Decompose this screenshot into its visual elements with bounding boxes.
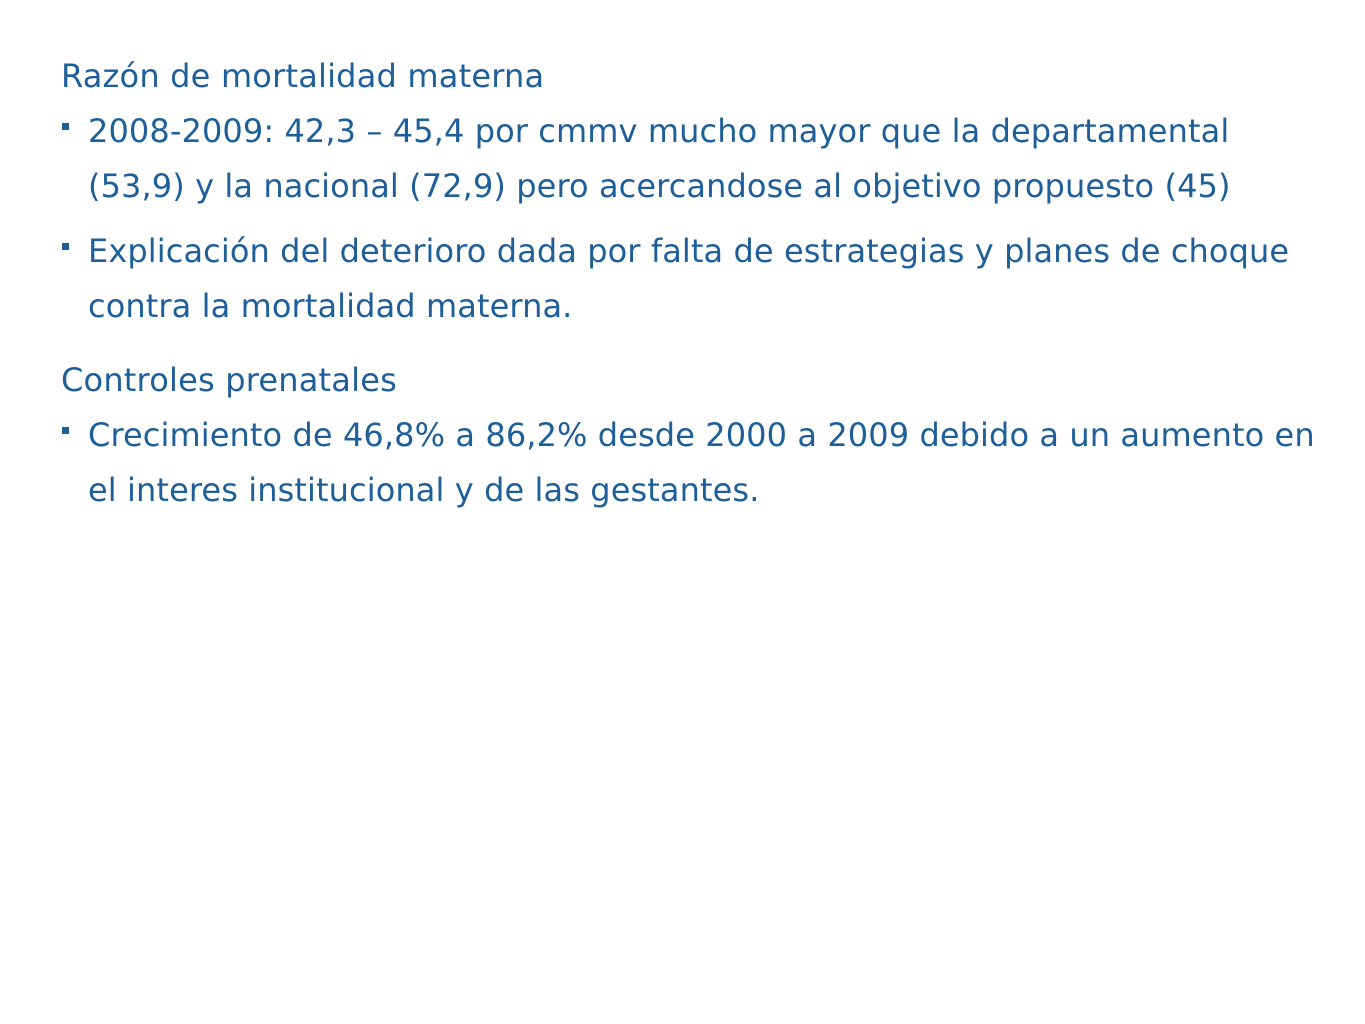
- section-prenatal-controls: [61, 356, 1331, 518]
- slide-content: [61, 52, 1331, 528]
- bullet-item: [61, 104, 1331, 214]
- bullet-item: [61, 408, 1331, 518]
- square-bullet-icon: [62, 427, 69, 434]
- section-heading: Razón de mortalidad materna: [61, 57, 545, 95]
- bullet-item: [61, 224, 1331, 334]
- section-maternal-mortality: [61, 52, 1331, 334]
- bullet-text: 2008-2009: 42,3 – 45,4 por cmmv mucho mayor que la departamental (53,9) y la nacional (72,9) pero acercandose al objetivo propuesto (45): [88, 112, 1231, 205]
- square-bullet-icon: [62, 123, 69, 130]
- bullet-text: Crecimiento de 46,8% a 86,2% desde 2000 a 2009 debido a un aumento en el interes institucional y de las gestantes.: [88, 416, 1315, 509]
- bullet-list: [61, 408, 1331, 518]
- bullet-text: Explicación del deterioro dada por falta de estrategias y planes de choque contra la mortalidad materna.: [88, 232, 1290, 325]
- square-bullet-icon: [62, 243, 69, 250]
- section-heading: Controles prenatales: [61, 361, 397, 399]
- bullet-list: [61, 104, 1331, 334]
